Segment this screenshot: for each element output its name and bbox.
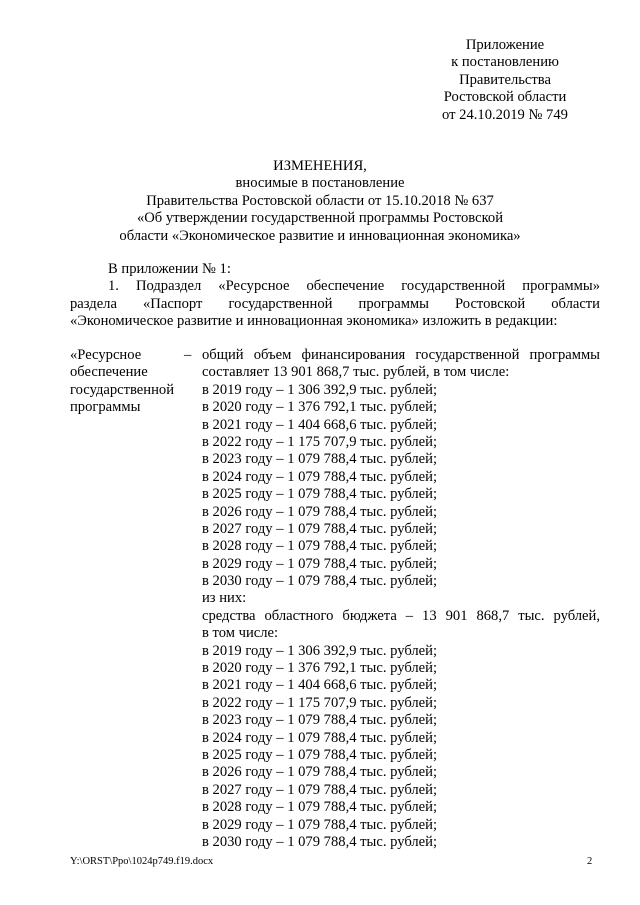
heading-line: Правительства Ростовской области от 15.10.2018 № 637	[146, 192, 494, 209]
footer-file-path: Y:\ORST\Ppo\1024p749.f19.docx	[70, 856, 214, 867]
year-amount-line: в 2025 году – 1 079 788,4 тыс. рублей;	[202, 486, 438, 503]
year-amount-line: в 2020 году – 1 376 792,1 тыс. рублей;	[202, 399, 438, 416]
appendix-line: Ростовской области	[443, 89, 567, 106]
year-amount-line: в 2030 году – 1 079 788,4 тыс. рублей;	[202, 833, 438, 850]
year-amount-line: в 2023 году – 1 079 788,4 тыс. рублей;	[202, 712, 438, 729]
year-amount-line: в 2021 году – 1 404 668,6 тыс. рублей;	[202, 416, 438, 433]
year-amount-line: в 2022 году – 1 175 707,9 тыс. рублей;	[202, 694, 438, 711]
year-amount-line: в 2029 году – 1 079 788,4 тыс. рублей;	[202, 816, 438, 833]
total-years-list	[202, 382, 600, 591]
item-1-line: «Экономическое развитие и инновационная экономика» изложить в редакции:	[70, 313, 558, 330]
year-amount-line: в 2023 году – 1 079 788,4 тыс. рублей;	[202, 451, 438, 468]
regional-years-list	[202, 643, 600, 852]
resource-label-line: программы	[70, 399, 141, 416]
total-line: составляет 13 901 868,7 тыс. рублей, в том числе:	[202, 364, 510, 381]
year-amount-line: в 2019 году – 1 306 392,9 тыс. рублей;	[202, 642, 438, 659]
year-amount-line: в 2026 году – 1 079 788,4 тыс. рублей;	[202, 764, 438, 781]
heading-title: ИЗМЕНЕНИЯ,	[273, 158, 367, 174]
heading-line: «Об утверждении государственной программы Ростовской	[136, 210, 504, 227]
of-them-line: из них:	[202, 590, 247, 607]
year-amount-line: в 2024 году – 1 079 788,4 тыс. рублей;	[202, 729, 438, 746]
year-amount-line: в 2028 году – 1 079 788,4 тыс. рублей;	[202, 799, 438, 816]
resource-label-line: обеспечение	[70, 364, 148, 381]
item-1-paragraph	[70, 278, 600, 330]
regional-line: в том числе:	[202, 625, 279, 642]
year-amount-line: в 2022 году – 1 175 707,9 тыс. рублей;	[202, 433, 438, 450]
resource-label-line: «Ресурсное	[70, 347, 142, 363]
intro-line: В приложении № 1:	[108, 261, 231, 277]
total-line: общий объем финансирования государственной программы	[202, 347, 600, 363]
year-amount-line: в 2027 году – 1 079 788,4 тыс. рублей;	[202, 520, 438, 537]
year-amount-line: в 2030 году – 1 079 788,4 тыс. рублей;	[202, 573, 438, 590]
appendix-line: Приложение	[465, 37, 545, 53]
year-amount-line: в 2024 году – 1 079 788,4 тыс. рублей;	[202, 468, 438, 485]
item-1-line: 1. Подраздел «Ресурсное обеспечение государственной программы»	[108, 278, 600, 295]
dash-separator: –	[184, 347, 192, 363]
appendix-line: Правительства	[459, 71, 551, 88]
footer-page-number: 2	[587, 856, 593, 867]
resource-label-line: государственной	[70, 381, 175, 398]
year-amount-line: в 2027 году – 1 079 788,4 тыс. рублей;	[202, 781, 438, 798]
year-amount-line: в 2028 году – 1 079 788,4 тыс. рублей;	[202, 538, 438, 555]
heading-line: вносимые в постановление	[235, 175, 405, 192]
year-amount-line: в 2026 году – 1 079 788,4 тыс. рублей;	[202, 503, 438, 520]
intro-block	[70, 261, 600, 331]
appendix-block	[420, 37, 590, 124]
appendix-line: к постановлению	[451, 54, 559, 71]
item-1-line: раздела «Паспорт государственной программы Ростовской области	[70, 295, 600, 312]
year-amount-line: в 2019 году – 1 306 392,9 тыс. рублей;	[202, 381, 438, 398]
year-amount-line: в 2025 году – 1 079 788,4 тыс. рублей;	[202, 746, 438, 763]
resource-details	[202, 347, 600, 851]
document-heading	[90, 158, 550, 245]
regional-line: средства областного бюджета – 13 901 868,7 тыс. рублей,	[202, 607, 600, 624]
appendix-line: от 24.10.2019 № 749	[442, 106, 568, 123]
heading-line: области «Экономическое развитие и инновационная экономика»	[119, 227, 521, 244]
year-amount-line: в 2020 году – 1 376 792,1 тыс. рублей;	[202, 660, 438, 677]
year-amount-line: в 2021 году – 1 404 668,6 тыс. рублей;	[202, 677, 438, 694]
year-amount-line: в 2029 году – 1 079 788,4 тыс. рублей;	[202, 555, 438, 572]
resource-label	[70, 347, 182, 417]
